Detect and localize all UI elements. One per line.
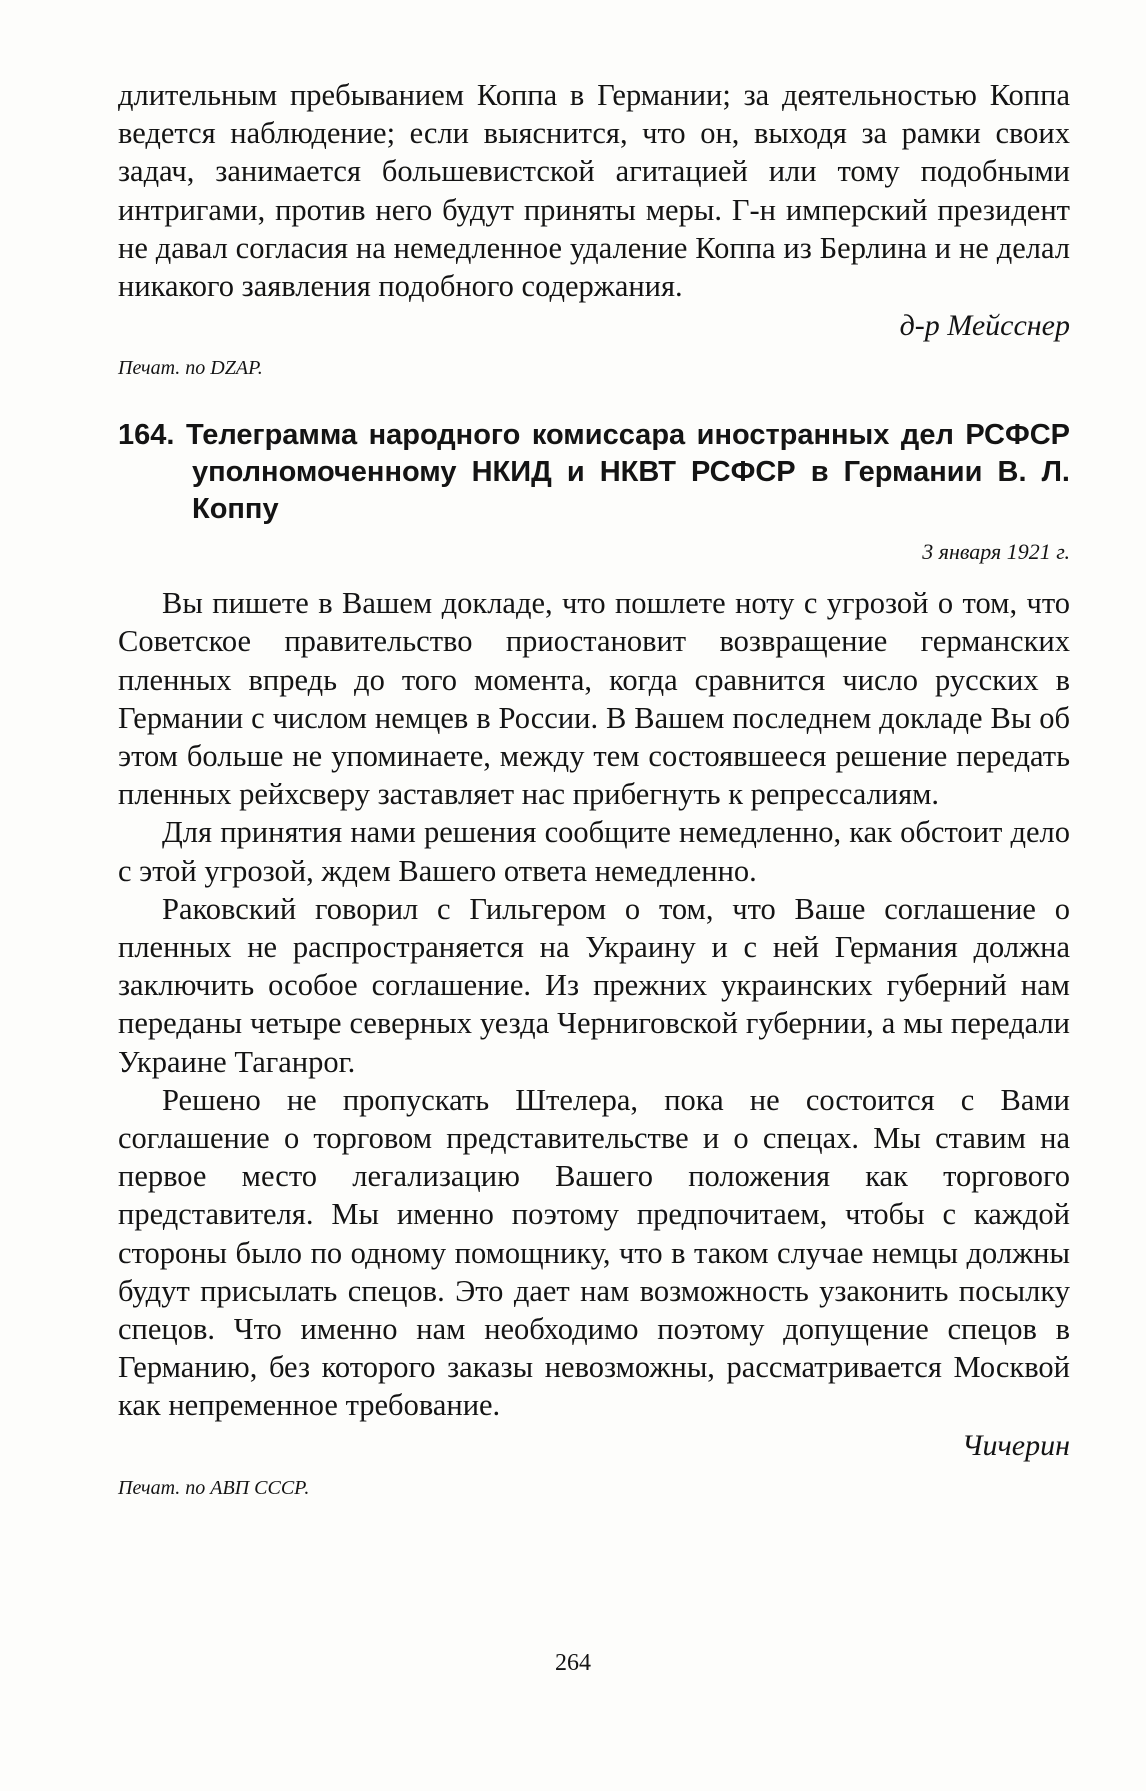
document-heading: 164. Телеграмма народного комиссара иностранных дел РСФСР уполномоченному НКИД и НКВТ РСФСР в Германии В. Л. Коппу — [118, 419, 1070, 526]
document-date: 3 января 1921 г. — [922, 539, 1070, 565]
continued-paragraph: длительным пребыванием Коппа в Германии; за деятельностью Коппа ведется наблюдение; если выяснится, что он, выходя за рамки своих задач, занимается большевистской агитацией или тому подобными интригами, против него будут приняты меры. Г-н имперский президент не давал согласия на немедленное удаление Коппа из Берлина и не делал никакого заявления подобного содержания. — [118, 78, 1070, 304]
signature-meissner: д-р Мейсснер — [899, 309, 1070, 343]
text-column — [118, 76, 1070, 1501]
body-paragraph: Раковский говорил с Гильгером о том, что Ваше соглашение о пленных не распространяется на Украину и с ней Германия должна заключить особое соглашение. Из прежних украинских губерний нам переданы четыре северных уезда Черниговской губернии, а мы передали Украине Таганрог. — [118, 891, 1070, 1079]
source-note-avp: Печат. по АВП СССР. — [118, 1476, 310, 1499]
body-paragraph: Решено не пропускать Штелера, пока не состоится с Вами соглашение о торговом представительстве и о спецах. Мы ставим на первое место легализацию Вашего положения как торгового представителя. Мы именно поэтому предпочитаем, чтобы с каждой стороны было по одному помощнику, что в таком случае немцы должны будут присылать спецов. Это дает нам возможность узаконить посылку спецов. Что именно нам необходимо поэтому допущение спецов в Германию, без которого заказы невозможны, рассматривается Москвой как непременное требование. — [118, 1082, 1070, 1423]
source-note-dzap: Печат. по DZAP. — [118, 357, 263, 380]
body-paragraph: Вы пишете в Вашем докладе, что пошлете ноту с угрозой о том, что Советское правительство приостановит возвращение германских пленных впредь до того момента, когда сравнится число русских в Германии с числом немцев в России. В Вашем последнем докладе Вы об этом больше не упоминаете, между тем состоявшееся решение передать пленных рейхсверу заставляет нас прибегнуть к репрессалиям. — [118, 586, 1070, 812]
page-number: 264 — [555, 1650, 591, 1676]
body-paragraph: Для принятия нами решения сообщите немедленно, как обстоит дело с этой угрозой, ждем Вашего ответа немедленно. — [118, 815, 1070, 888]
signature-chicherin: Чичерин — [961, 1428, 1070, 1462]
